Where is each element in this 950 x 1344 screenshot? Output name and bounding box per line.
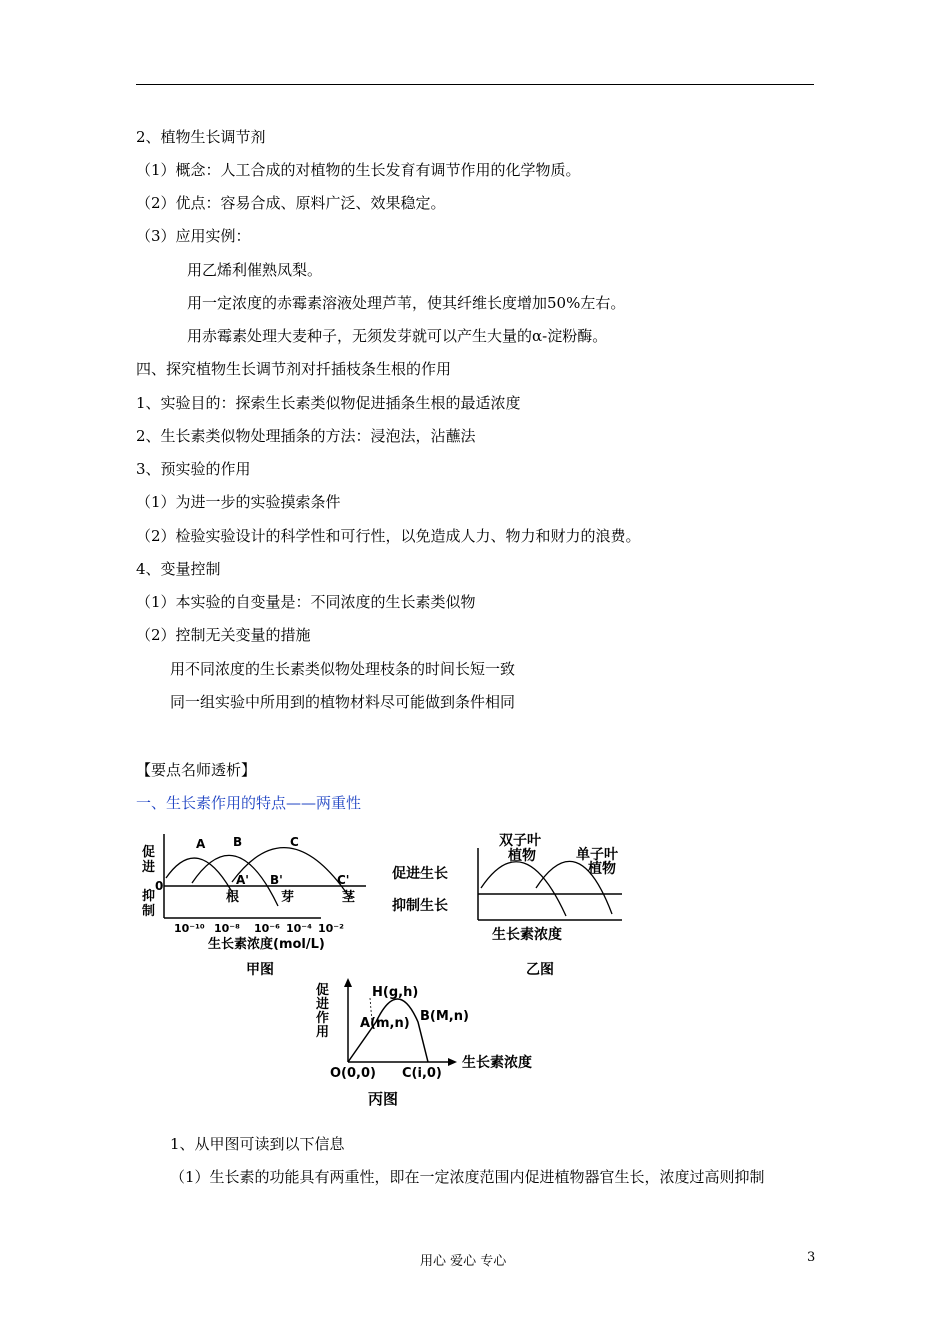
jia-cross-a: A' — [236, 873, 249, 887]
yi-inhibit-label: 抑制生长 — [392, 898, 448, 914]
jia-tick: 10⁻¹⁰ — [174, 922, 205, 935]
jia-peak-c: C — [290, 835, 299, 849]
bing-ylabel-1: 促 — [316, 983, 330, 998]
bing-ylabel-2: 进 — [316, 997, 330, 1012]
yi-dicot-2: 植物 — [508, 848, 536, 864]
bing-point-o: O(0,0) — [330, 1066, 376, 1081]
jia-tick: 10⁻⁴ — [286, 922, 312, 935]
jia-tick: 10⁻⁸ — [214, 922, 240, 935]
text-line: （2）控制无关变量的措施 — [136, 626, 311, 644]
text-line: （1）本实验的自变量是：不同浓度的生长素类似物 — [136, 593, 476, 611]
yi-xlabel: 生长素浓度 — [492, 927, 562, 943]
bing-point-b: B(M,n) — [420, 1009, 469, 1024]
jia-ylabel-top-1: 促 — [142, 845, 156, 860]
jia-caption: 甲图 — [246, 962, 274, 978]
jia-tick: 10⁻⁶ — [254, 922, 280, 935]
text-line: 3、预实验的作用 — [136, 460, 251, 478]
text-line: 1、实验目的：探索生长素类似物促进插条生根的最适浓度 — [136, 394, 521, 412]
jia-peak-a: A — [196, 837, 206, 851]
figure-jia — [136, 826, 376, 981]
text-line: 用赤霉素处理大麦种子，无须发芽就可以产生大量的α-淀粉酶。 — [187, 327, 608, 345]
text-line: 2、植物生长调节剂 — [136, 128, 266, 146]
bing-caption: 丙图 — [368, 1090, 399, 1108]
text-line: 用不同浓度的生长素类似物处理枝条的时间长短一致 — [170, 660, 516, 678]
section-heading: 【要点名师透析】 — [136, 761, 257, 779]
footer-motto: 用心 爱心 专心 — [420, 1254, 507, 1269]
figure-yi — [386, 826, 636, 981]
text-line: （1）概念：人工合成的对植物的生长发育有调节作用的化学物质。 — [136, 161, 581, 179]
yi-monocot-1: 单子叶 — [576, 847, 618, 863]
figure-bing — [310, 978, 570, 1110]
bing-point-h: H(g,h) — [372, 985, 419, 1000]
text-line: 同一组实验中所用到的植物材料尽可能做到条件相同 — [170, 693, 516, 711]
yi-dicot-1: 双子叶 — [499, 833, 541, 849]
bing-point-c: C(i,0) — [402, 1066, 442, 1081]
jia-organ-bud: 芽 — [281, 890, 295, 905]
text-line: （2）优点：容易合成、原料广泛、效果稳定。 — [136, 194, 446, 212]
bing-ylabel-3: 作 — [316, 1011, 330, 1026]
yi-promote-label: 促进生长 — [392, 866, 448, 882]
text-line: 用一定浓度的赤霉素溶液处理芦苇，使其纤维长度增加50%左右。 — [187, 294, 626, 312]
text-line: （1）为进一步的实验摸索条件 — [136, 493, 341, 511]
yi-monocot-2: 植物 — [588, 861, 616, 877]
header-rule — [136, 84, 814, 85]
jia-zero: 0 — [155, 879, 164, 893]
text-line: 2、生长素类似物处理插条的方法：浸泡法，沾蘸法 — [136, 427, 476, 445]
text-line: 用乙烯利催熟凤梨。 — [187, 261, 323, 279]
section-heading: 一、生长素作用的特点——两重性 — [136, 794, 362, 812]
bing-y-arrow — [344, 978, 352, 987]
jia-ylabel-top-2: 进 — [142, 860, 156, 875]
jia-organ-root: 根 — [226, 890, 240, 905]
jia-tick: 10⁻² — [318, 922, 344, 935]
yi-curve-dicot — [481, 862, 566, 916]
text-line: （1）生长素的功能具有两重性，即在一定浓度范围内促进植物器官生长，浓度过高则抑制 — [170, 1168, 765, 1186]
jia-peak-b: B — [233, 835, 243, 849]
yi-caption: 乙图 — [526, 962, 554, 978]
page-number: 3 — [807, 1250, 816, 1265]
jia-ylabel-bottom-1: 抑 — [142, 889, 156, 904]
jia-cross-b: B' — [270, 873, 283, 887]
bing-xlabel: 生长素浓度 — [462, 1055, 532, 1071]
jia-organ-stem: 茎 — [342, 890, 356, 905]
text-line: 1、从甲图可读到以下信息 — [170, 1135, 345, 1153]
jia-ylabel-bottom-2: 制 — [142, 904, 156, 919]
text-line: （2）检验实验设计的科学性和可行性，以免造成人力、物力和财力的浪费。 — [136, 527, 641, 545]
jia-xlabel: 生长素浓度(mol/L) — [208, 937, 325, 952]
jia-cross-c: C' — [337, 873, 350, 887]
section-heading: 四、探究植物生长调节剂对扦插枝条生根的作用 — [136, 360, 452, 378]
bing-ylabel-4: 用 — [316, 1025, 330, 1040]
text-line: （3）应用实例： — [136, 227, 251, 245]
jia-curve-root — [166, 858, 232, 892]
bing-x-arrow — [448, 1058, 457, 1066]
text-line: 4、变量控制 — [136, 560, 221, 578]
bing-point-a: A(m,n) — [360, 1016, 410, 1031]
